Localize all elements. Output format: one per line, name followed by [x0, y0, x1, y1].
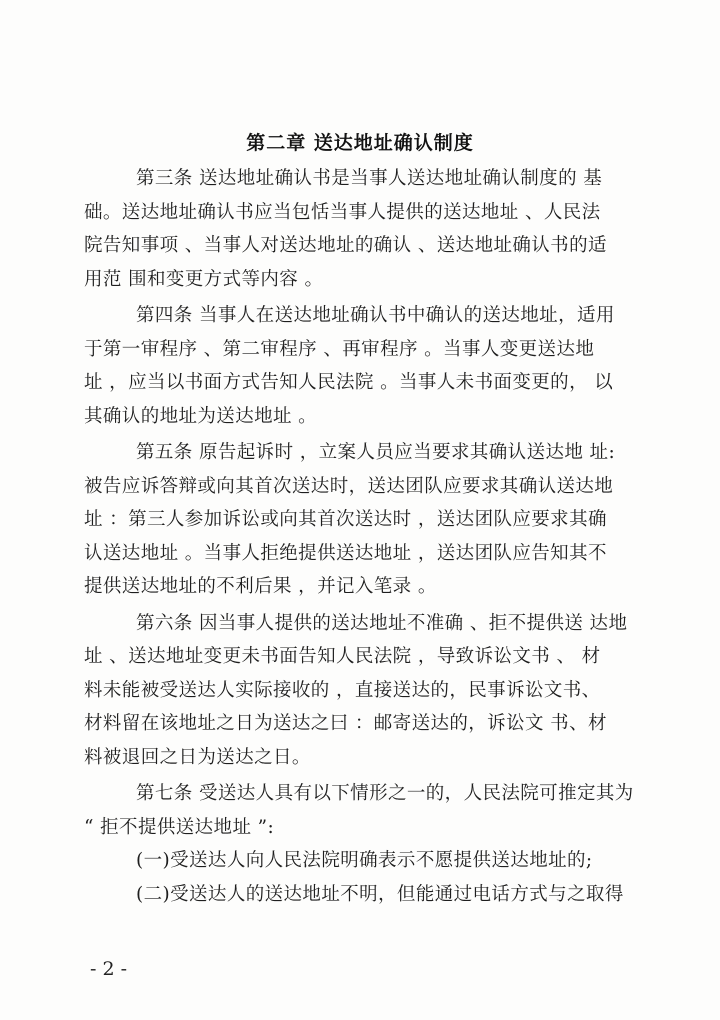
- body-text: [84, 162, 644, 911]
- text-line: 材料留在该地址之日为送达之曰 ：邮寄送达的，诉讼文 书、材: [84, 713, 607, 734]
- text-line: 其确认的地址为送达地址 。: [84, 405, 318, 427]
- text-line: 础。送达地址确认书应当包恬当事人提供的送达地址 、人民法: [84, 201, 601, 223]
- text-line: “ 拒不提供送达地址 ”:: [84, 816, 275, 838]
- text-line: 第六条 因当事人提供的送达地址不准确 、拒不提供送 达地: [136, 612, 628, 634]
- text-line: 第七条 受送达人具有以下情形之一的，人民法院可推定其为: [136, 783, 634, 804]
- text-line: 提供送达地址的不利后果 ，并记入笔录 。: [84, 576, 437, 597]
- text-line: 被告应诉答辩或向其首次送达时，送达团队应要求其确认送达地: [84, 475, 614, 497]
- text-line: 院告知事项 、当事人对送达地址的确认 、送达地址确认书的适: [84, 235, 607, 256]
- page-number: - 2 -: [90, 958, 128, 980]
- text-line: 址 ，应当以书面方式告知人民法院 。当事人未书面变更的， 以: [84, 372, 614, 393]
- text-line: 址 ：第三人参加诉讼或向其首次送达时 ，送达团队应要求其确: [84, 509, 607, 530]
- text-line: 料未能被受送达人实际接收的 ，直接送达的，民事诉讼文书、: [84, 679, 601, 701]
- text-line: 用范 围和变更方式等内容 。: [84, 268, 324, 290]
- text-line: 于第一审程序 、第二审程序 、再审程序 。当事人变更送达地: [84, 338, 595, 360]
- text-line: 第五条 原告起诉时 ，立案人员应当要求其确认送达地 址:: [136, 442, 616, 463]
- text-line: 认送达地址 。当事人拒绝提供送达地址 ，送达团队应告知其不: [84, 542, 607, 564]
- text-line: 料被退回之日为送达之日。: [84, 746, 311, 768]
- text-line: 第三条 送达地址确认书是当事人送达地址确认制度的 基: [136, 168, 603, 189]
- text-line: (一)受送达人向人民法院明确表示不愿提供送达地址的;: [136, 850, 593, 871]
- text-line: (二)受送达人的送达地址不明，但能通过电话方式与之取得: [136, 883, 624, 905]
- chapter-title: 第二章 送达地址确认制度: [246, 132, 474, 154]
- text-line: 址 、送达地址变更未书面告知人民法院 ，导致诉讼文书 、 材: [84, 646, 601, 667]
- text-line: 第四条 当事人在送达地址确认书中确认的送达地址，适用: [136, 305, 615, 326]
